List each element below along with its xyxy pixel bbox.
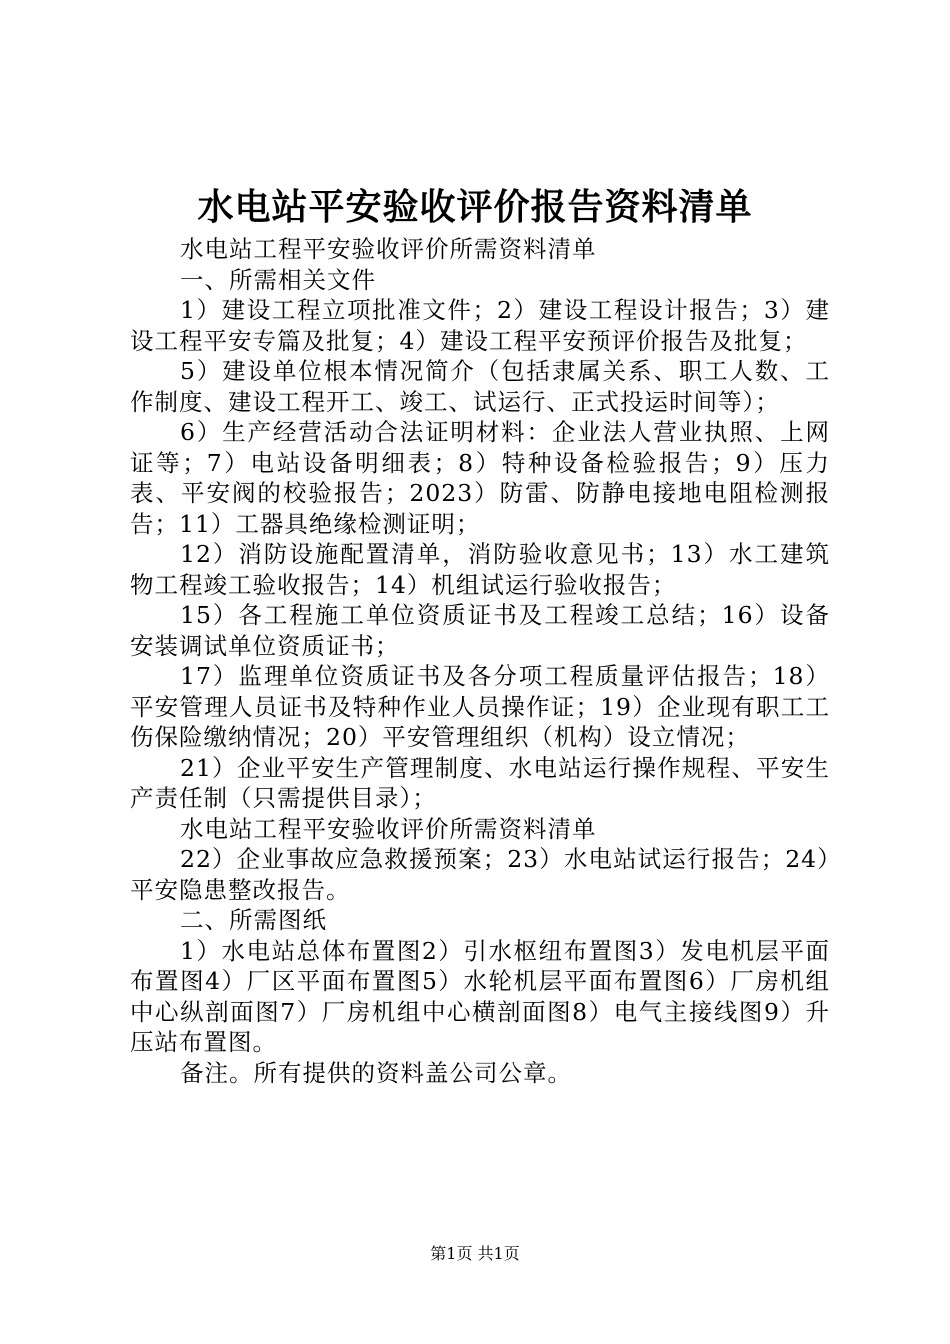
- section-heading-drawings: 二、所需图纸: [180, 906, 327, 934]
- paragraph-subtitle-repeat: 水电站工程平安验收评价所需资料清单: [180, 814, 597, 843]
- paragraph-subtitle: 水电站工程平安验收评价所需资料清单: [180, 235, 597, 263]
- paragraph-items-17-20: 17）监理单位资质证书及各分项工程质量评估报告；18）平安管理人员证书及特种作业人员操作证；19）企业现有职工工伤保险缴纳情况；20）平安管理组织（机构）设立情况；: [130, 662, 830, 751]
- section-heading-files: 一、所需相关文件: [180, 265, 376, 294]
- paragraph-item-5: 5）建设单位根本情况简介（包括隶属关系、职工人数、工作制度、建设工程开工、竣工、试运行、正式投运时间等）；: [130, 357, 830, 416]
- paragraph-items-12-14: 12）消防设施配置清单，消防验收意见书；13）水工建筑物工程竣工验收报告；14）机组试运行验收报告；: [130, 540, 830, 599]
- page-number: 第1页 共1页: [430, 1244, 520, 1263]
- document-title: 水电站平安验收评价报告资料清单: [197, 187, 753, 228]
- document-body: [130, 234, 830, 1088]
- paragraph-items-15-16: 15）各工程施工单位资质证书及工程竣工总结；16）设备安装调试单位资质证书；: [130, 601, 830, 660]
- paragraph-note: 备注。所有提供的资料盖公司公章。: [180, 1058, 572, 1087]
- paragraph-items-1-4: 1）建设工程立项批准文件；2）建设工程设计报告；3）建设工程平安专篇及批复；4）建设工程平安预评价报告及批复；: [130, 296, 830, 355]
- paragraph-item-21: 21）企业平安生产管理制度、水电站运行操作规程、平安生产责任制（只需提供目录）；: [130, 753, 830, 812]
- paragraph-items-22-24: 22）企业事故应急救援预案；23）水电站试运行报告；24）平安隐患整改报告。: [130, 845, 830, 904]
- paragraph-drawings-list: 1）水电站总体布置图2）引水枢纽布置图3）发电机层平面布置图4）厂区平面布置图5）水轮机层平面布置图6）厂房机组中心纵剖面图7）厂房机组中心横剖面图8）电气主接线图9）升压站布置图。: [130, 936, 830, 1056]
- paragraph-items-6-11: 6）生产经营活动合法证明材料：企业法人营业执照、上网证等；7）电站设备明细表；8）特种设备检验报告；9）压力表、平安阀的校验报告；2023）防雷、防静电接地电阻检测报告；11）工器具绝缘检测证明；: [130, 418, 830, 538]
